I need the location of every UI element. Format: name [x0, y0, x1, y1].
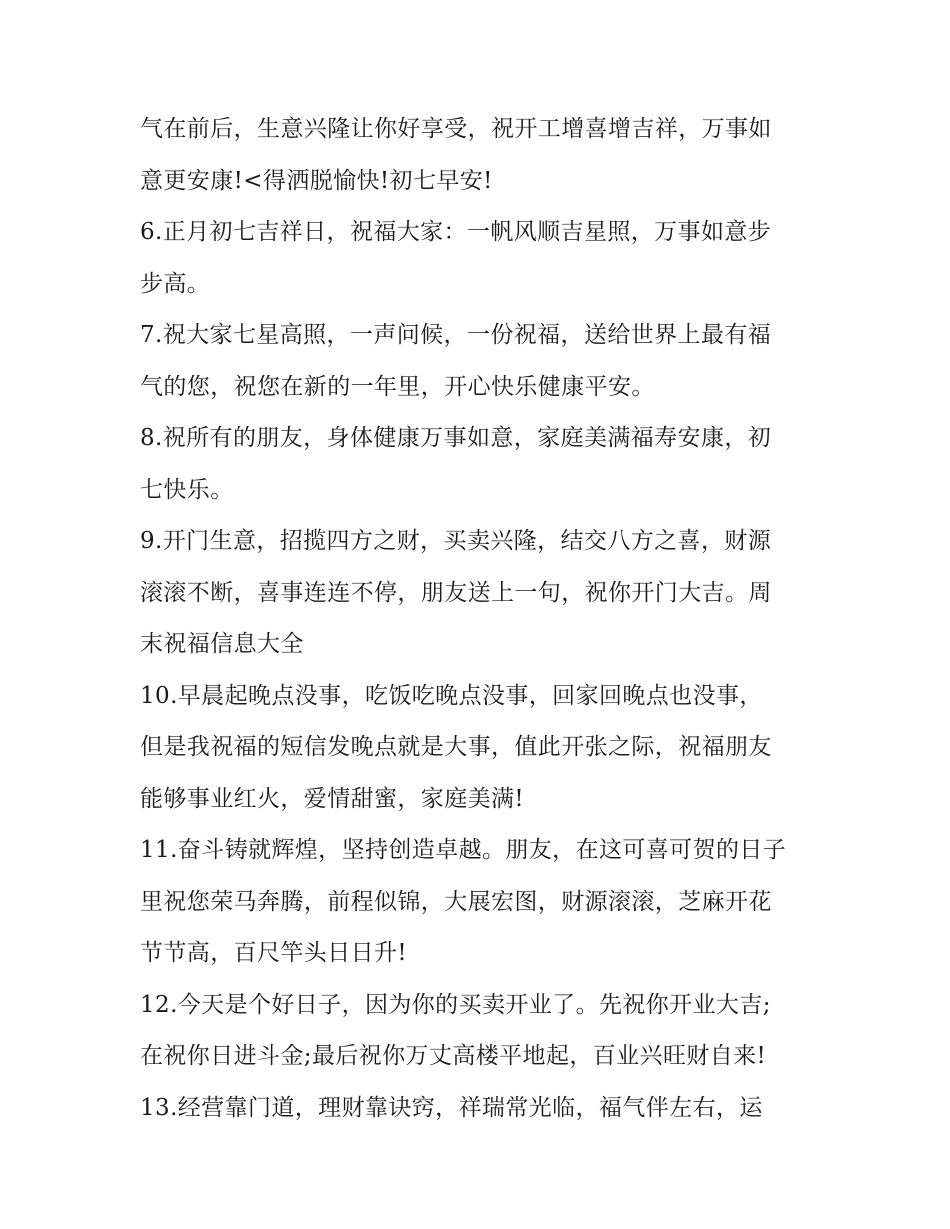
document-body — [140, 104, 820, 1134]
text-line: 里祝您荣马奔腾，前程似锦，大展宏图，财源滚滚，芝麻开花 — [140, 888, 772, 915]
text-line: 但是我祝福的短信发晚点就是大事，值此开张之际，祝福朋友 — [140, 734, 772, 760]
text-line: 9.开门生意，招揽四方之财，买卖兴隆，结交八方之喜，财源 — [140, 528, 772, 554]
text-line: 意更安康!<得洒脱愉快!初七早安! — [140, 167, 493, 194]
text-line: 步高。 — [140, 270, 211, 297]
text-line: 13.经营靠门道，理财靠诀窍，祥瑞常光临，福气伴左右，运 — [140, 1094, 763, 1121]
text-line: 8.祝所有的朋友，身体健康万事如意，家庭美满福寿安康，初 — [140, 425, 772, 451]
text-line: 七快乐。 — [140, 476, 234, 503]
text-line: 节节高，百尺竿头日日升! — [140, 940, 408, 966]
text-line: 末祝福信息大全 — [140, 631, 304, 657]
text-line: 在祝你日进斗金;最后祝你万丈高楼平地起，百业兴旺财自来! — [140, 1043, 767, 1069]
text-line: 6.正月初七吉祥日，祝福大家：一帆风顺吉星照，万事如意步 — [140, 219, 772, 245]
text-line: 能够事业红火，爱情甜蜜，家庭美满! — [140, 785, 525, 812]
text-line: 滚滚不断，喜事连连不停，朋友送上一句，祝你开门大吉。周 — [140, 579, 772, 606]
text-line: 12.今天是个好日子，因为你的买卖开业了。先祝你开业大吉; — [140, 991, 771, 1018]
text-line: 7.祝大家七星高照，一声问候，一份祝福，送给世界上最有福 — [140, 322, 772, 348]
text-line: 10.早晨起晚点没事，吃饭吃晚点没事，回家回晚点也没事， — [140, 682, 763, 709]
text-line: 气在前后，生意兴隆让你好享受，祝开工增喜增吉祥，万事如 — [140, 116, 772, 142]
text-line: 气的您，祝您在新的一年里，开心快乐健康平安。 — [140, 373, 655, 400]
text-line: 11.奋斗铸就辉煌，坚持创造卓越。朋友，在这可喜可贺的日子 — [140, 837, 787, 863]
